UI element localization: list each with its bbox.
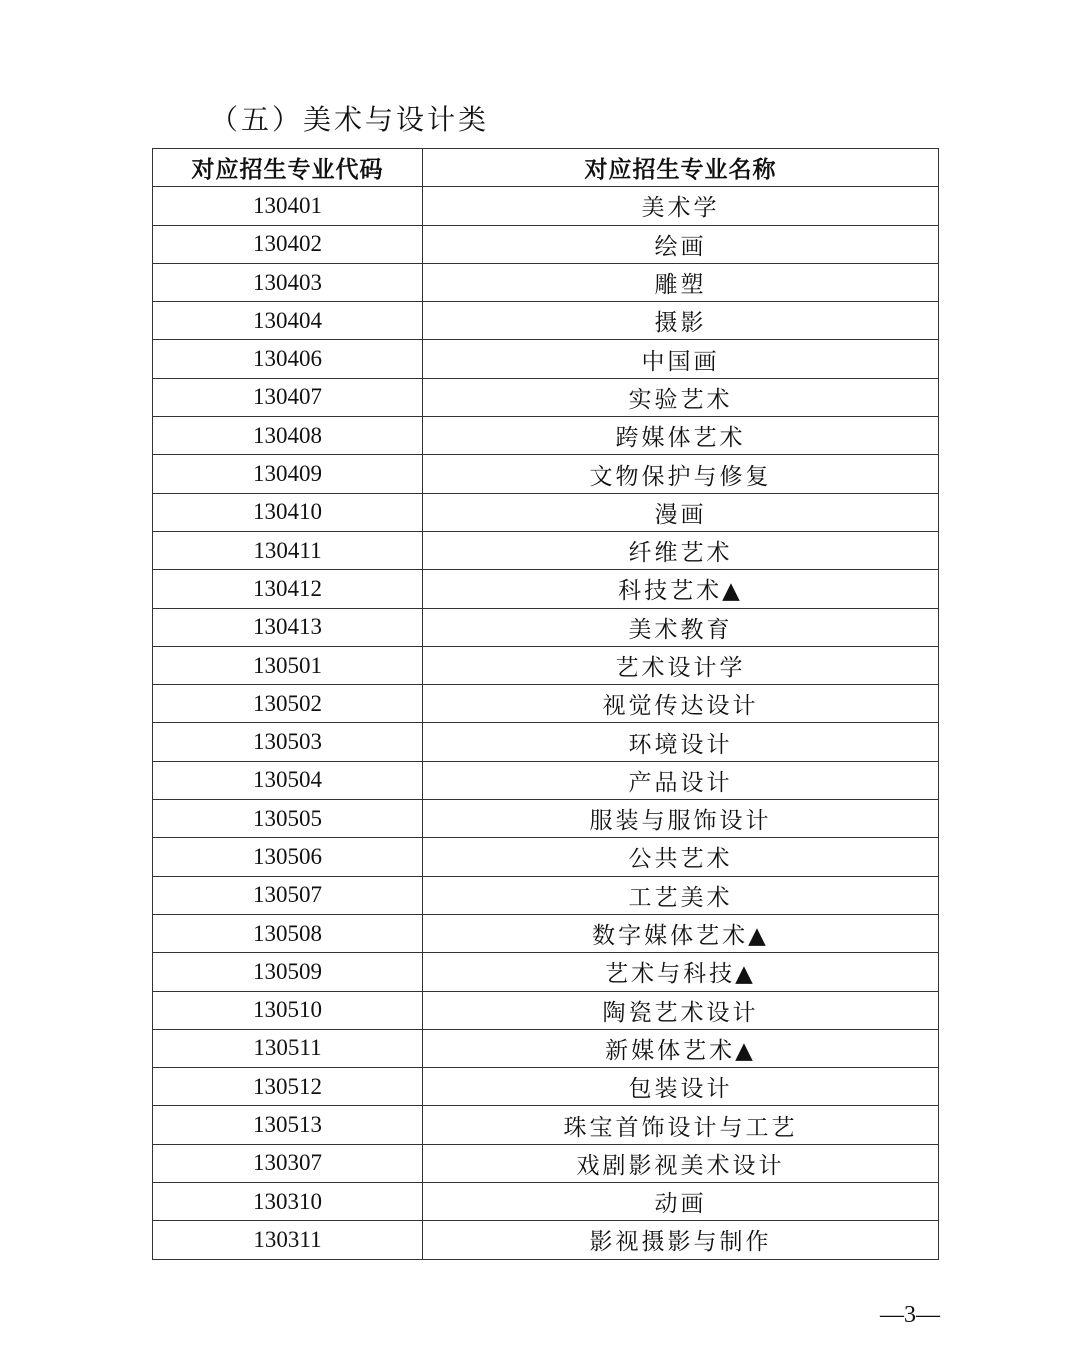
major-code-cell: 130409 (153, 455, 423, 493)
major-code-cell: 130413 (153, 608, 423, 646)
major-name-cell: 艺术设计学 (423, 646, 939, 684)
major-code-cell: 130505 (153, 800, 423, 838)
major-name-cell: 新媒体艺术▲ (423, 1029, 939, 1067)
major-code-cell: 130412 (153, 570, 423, 608)
major-name-cell: 纤维艺术 (423, 531, 939, 569)
major-code-cell: 130507 (153, 876, 423, 914)
major-code-cell: 130403 (153, 263, 423, 301)
major-code-cell: 130410 (153, 493, 423, 531)
major-name-cell: 美术教育 (423, 608, 939, 646)
major-code-cell: 130502 (153, 685, 423, 723)
major-code-cell: 130408 (153, 417, 423, 455)
major-name-cell: 绘画 (423, 225, 939, 263)
table-row (153, 1068, 939, 1106)
major-name-cell: 产品设计 (423, 761, 939, 799)
table-row (153, 455, 939, 493)
major-name-cell: 影视摄影与制作 (423, 1221, 939, 1259)
major-name-cell: 文物保护与修复 (423, 455, 939, 493)
major-name-cell: 漫画 (423, 493, 939, 531)
table-row (153, 263, 939, 301)
table-row (153, 646, 939, 684)
major-code-cell: 130407 (153, 378, 423, 416)
major-code-cell: 130508 (153, 914, 423, 952)
table-row (153, 1029, 939, 1067)
major-name-cell: 工艺美术 (423, 876, 939, 914)
table-row (153, 570, 939, 608)
table-row (153, 378, 939, 416)
page-number: —3— (880, 1302, 940, 1328)
table-row (153, 914, 939, 952)
table-row (153, 1183, 939, 1221)
table-row (153, 608, 939, 646)
table-row (153, 187, 939, 225)
major-code-cell: 130401 (153, 187, 423, 225)
major-code-cell: 130510 (153, 991, 423, 1029)
major-code-cell: 130504 (153, 761, 423, 799)
major-code-cell: 130512 (153, 1068, 423, 1106)
major-name-cell: 服装与服饰设计 (423, 800, 939, 838)
table-row (153, 991, 939, 1029)
header-name: 对应招生专业名称 (423, 149, 939, 187)
major-name-cell: 陶瓷艺术设计 (423, 991, 939, 1029)
table-row (153, 761, 939, 799)
major-code-cell: 130506 (153, 838, 423, 876)
header-code: 对应招生专业代码 (153, 149, 423, 187)
section-title: （五）美术与设计类 (210, 103, 490, 136)
major-name-cell: 数字媒体艺术▲ (423, 914, 939, 952)
major-name-cell: 公共艺术 (423, 838, 939, 876)
table-row (153, 953, 939, 991)
table-row (153, 340, 939, 378)
major-code-cell: 130307 (153, 1144, 423, 1182)
major-name-cell: 动画 (423, 1183, 939, 1221)
major-code-cell: 130501 (153, 646, 423, 684)
table-row (153, 1106, 939, 1144)
major-code-cell: 130404 (153, 302, 423, 340)
major-name-cell: 环境设计 (423, 723, 939, 761)
table-header-row (153, 149, 939, 187)
table-row (153, 225, 939, 263)
table-body (153, 187, 939, 1259)
table-row (153, 838, 939, 876)
major-name-cell: 艺术与科技▲ (423, 953, 939, 991)
major-code-cell: 130310 (153, 1183, 423, 1221)
table-row (153, 302, 939, 340)
major-code-cell: 130402 (153, 225, 423, 263)
major-code-cell: 130513 (153, 1106, 423, 1144)
major-name-cell: 中国画 (423, 340, 939, 378)
table-row (153, 1144, 939, 1182)
table-row (153, 417, 939, 455)
major-name-cell: 跨媒体艺术 (423, 417, 939, 455)
table-row (153, 685, 939, 723)
major-code-cell: 130411 (153, 531, 423, 569)
major-code-cell: 130406 (153, 340, 423, 378)
major-name-cell: 珠宝首饰设计与工艺 (423, 1106, 939, 1144)
major-table (152, 148, 939, 1260)
table-row (153, 800, 939, 838)
major-name-cell: 雕塑 (423, 263, 939, 301)
major-name-cell: 美术学 (423, 187, 939, 225)
major-code-cell: 130511 (153, 1029, 423, 1067)
table-row (153, 493, 939, 531)
table-row (153, 1221, 939, 1259)
major-code-cell: 130509 (153, 953, 423, 991)
table-row (153, 531, 939, 569)
major-name-cell: 视觉传达设计 (423, 685, 939, 723)
major-name-cell: 戏剧影视美术设计 (423, 1144, 939, 1182)
major-name-cell: 实验艺术 (423, 378, 939, 416)
major-name-cell: 包装设计 (423, 1068, 939, 1106)
major-name-cell: 摄影 (423, 302, 939, 340)
major-code-cell: 130503 (153, 723, 423, 761)
table-row (153, 723, 939, 761)
major-name-cell: 科技艺术▲ (423, 570, 939, 608)
table-row (153, 876, 939, 914)
major-code-cell: 130311 (153, 1221, 423, 1259)
